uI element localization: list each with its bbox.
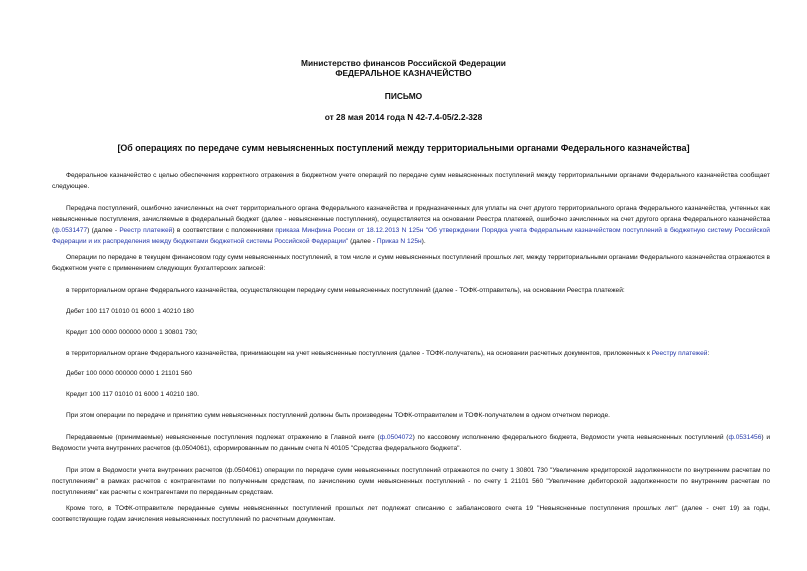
link-form-0531477[interactable]: ф.0531477 [54, 227, 88, 234]
entry-credit-receiver: Кредит 100 117 01010 01 6000 1 40210 180. [66, 391, 199, 398]
entry-debit-sender: Дебет 100 117 01010 01 6000 1 40210 180 [66, 308, 194, 315]
ministry-name: Министерство финансов Российской Федерации [301, 58, 506, 68]
link-order-125n[interactable]: приказа Минфина России от 18.12.2013 N 125н "Об утверждении Порядка учета Федеральным казначейством поступлений в бюджетную систему Российской Федерации и их распределения между бюджетами бюджетной системы Российской Федерации" [52, 227, 770, 245]
entry-credit-sender: Кредит 100 0000 000000 0000 1 30801 730; [66, 329, 198, 336]
paragraph-operations: Операции по передаче в текущем финансовом году сумм невыясненных поступлений, в том числе и сумм невыясненных поступлений прошлых лет, между территориальными органами Федерального казначейства отражаются в бюджетном учете с применением следующих бухгалтерских записей: [52, 254, 770, 272]
paragraph-writeoff: Кроме того, в ТОФК-отправителе переданные суммы невыясненных поступлений прошлых лет подлежат списанию с забалансового счета 19 "Невыясненные поступления прошлых лет" (далее - счет 19) за годы, соответствующие годам зачисления невыясненных поступлений по расчетным документам. [52, 505, 770, 523]
document-type: ПИСЬМО [384, 91, 423, 101]
document-date-number: от 28 мая 2014 года N 42-7.4-05/2.2-328 [324, 112, 483, 122]
link-payment-registry-2[interactable]: Реестру платежей [651, 350, 708, 357]
document-subject: [Об операциях по передаче сумм невыясненных поступлений между территориальными органами Федерального казначейства] [117, 143, 690, 153]
link-form-0504072[interactable]: ф.0504072 [379, 434, 413, 441]
entry-debit-receiver: Дебет 100 0000 000000 0000 1 21101 560 [66, 370, 192, 377]
paragraph-intro: Федеральное казначейство с целью обеспечения корректного отражения в бюджетном учете операций по передаче сумм невыясненных поступлений между территориальными органами Федерального казначейства сообщает следующее. [52, 172, 770, 190]
link-order-125n-short[interactable]: Приказ N 125н [376, 238, 422, 245]
paragraph-same-period: При этом операции по передаче и принятию сумм невыясненных поступлений должны быть произведены ТОФК-отправителем и ТОФК-получателем в одном отчетном периоде. [66, 412, 611, 419]
paragraph-transfer-basis: Передача поступлений, ошибочно зачисленных на счет территориального органа Федерального казначейства и предназначенных для уплаты на счет другого территориального органа Федерального казначейства, учтенных как невыясненные поступления, зачисляемые в федеральный бюджет (далее - невыясненные поступления), осуществляется на основании Реестра платежей, ошибочно зачисленных на счет другого органа Федерального казначейства (ф.0531477) (далее - Реестр платежей) в соответствии с положениями приказа Минфина России от 18.12.2013 N 125н "Об утверждении Порядка учета Федеральным казначейством поступлений в бюджетную систему Российской Федерации и их распределения между бюджетами бюджетной системы Российской Федерации" (далее - Приказ N 125н). [52, 205, 770, 245]
treasury-name: ФЕДЕРАЛЬНОЕ КАЗНАЧЕЙСТВО [335, 68, 472, 78]
paragraph-receiver: в территориальном органе Федерального казначейства, принимающем на учет невыясненные поступления (далее - ТОФК-получатель), на основании расчетных документов, приложенных к Реестру платежей: [66, 350, 710, 357]
paragraph-ledger: Передаваемые (принимаемые) невыясненные поступления подлежат отражению в Главной книге (ф.0504072) по кассовому исполнению федерального бюджета, Ведомости учета невыясненных поступлений (ф.0531456) и Ведомости учета внутренних расчетов (ф.0504061), сформированным по данным счета N 40105 "Средства федерального бюджета". [52, 434, 771, 452]
link-form-0531456[interactable]: ф.0531456 [728, 434, 762, 441]
paragraph-sender: в территориальном органе Федерального казначейства, осуществляющем передачу сумм невыясненных поступлений (далее - ТОФК-отправитель), на основании Реестра платежей: [66, 287, 625, 294]
paragraph-internal-accounts: При этом в Ведомости учета внутренних расчетов (ф.0504061) операции по передаче сумм невыясненных поступлений отражаются по счету 1 30801 730 "Увеличение кредиторской задолженности по внутренним расчетам по поступлениям" в рамках расчетов с контрагентами по полученным средствам, по зачислению сумм невыясненных поступлений - по счету 1 21101 560 "Увеличение дебиторской задолженности по внутренним расчетам по поступлениям" как расчеты с контрагентами по переданным средствам. [52, 467, 770, 496]
link-payment-registry[interactable]: Реестр платежей [119, 227, 173, 234]
